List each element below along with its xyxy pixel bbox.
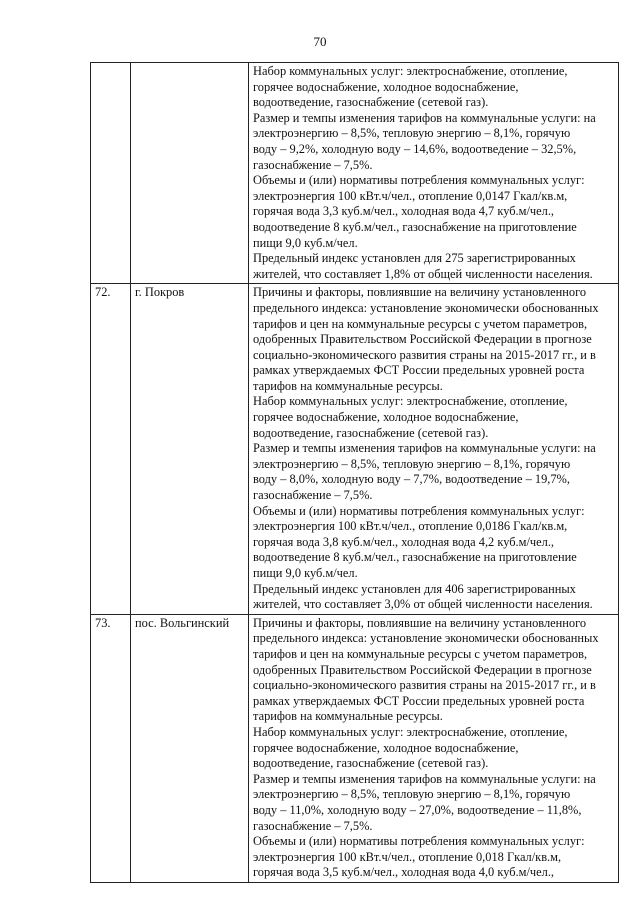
description-line: воду – 8,0%, холодную воду – 7,7%, водоотведение – 19,7%,: [253, 472, 570, 487]
description-line: Объемы и (или) нормативы потребления коммунальных услуг:: [253, 503, 585, 518]
description-line: электроэнергию – 8,5%, тепловую энергию – 8,1%, горячую: [253, 787, 571, 802]
description-line: Набор коммунальных услуг: электроснабжение, отопление,: [253, 724, 568, 739]
description-line: Объемы и (или) нормативы потребления коммунальных услуг:: [253, 834, 585, 849]
row-number: 73.: [91, 614, 131, 882]
description-line: социально-экономического развития страны на 2015-2017 гг., и в: [253, 347, 596, 362]
description-line: горячая вода 3,8 куб.м/чел., холодная вода 4,2 куб.м/чел.,: [253, 534, 555, 549]
description-line: горячее водоснабжение, холодное водоснабжение,: [253, 740, 519, 755]
description-line: Набор коммунальных услуг: электроснабжение, отопление,: [253, 394, 568, 409]
description-line: воду – 9,2%, холодную воду – 14,6%, водоотведение – 32,5%,: [253, 141, 577, 156]
description-line: электроэнергия 100 кВт.ч/чел., отопление 0,0147 Гкал/кв.м,: [253, 188, 568, 203]
description-cell: [249, 284, 619, 614]
description-line: рамках утверждаемых ФСТ России предельных уровней роста: [253, 363, 585, 378]
description-line: водоотведение 8 куб.м/чел., газоснабжение на приготовление: [253, 219, 577, 234]
description-line: горячая вода 3,3 куб.м/чел., холодная вода 4,7 куб.м/чел.,: [253, 204, 555, 219]
table-body: [91, 63, 619, 883]
row-number: 72.: [91, 284, 131, 614]
tariff-table: [90, 62, 619, 883]
description-line: рамках утверждаемых ФСТ России предельных уровней роста: [253, 693, 585, 708]
description-line: электроэнергию – 8,5%, тепловую энергию – 8,1%, горячую: [253, 456, 571, 471]
table-row: [91, 614, 619, 882]
description-line: газоснабжение – 7,5%.: [253, 157, 373, 172]
description-line: тарифов на коммунальные ресурсы.: [253, 709, 443, 724]
description-line: тарифов и цен на коммунальные ресурсы с учетом параметров,: [253, 316, 588, 331]
description-line: одобренных Правительством Российской Федерации в прогнозе: [253, 662, 592, 677]
description-line: одобренных Правительством Российской Федерации в прогнозе: [253, 332, 592, 347]
description-line: Предельный индекс установлен для 406 зарегистрированных: [253, 581, 576, 596]
description-line: Размер и темпы изменения тарифов на коммунальные услуги: на: [253, 110, 596, 125]
description-line: Размер и темпы изменения тарифов на коммунальные услуги: на: [253, 441, 596, 456]
description-line: водоотведение, газоснабжение (сетевой газ).: [253, 95, 489, 110]
description-line: электроэнергия 100 кВт.ч/чел., отопление 0,0186 Гкал/кв.м,: [253, 519, 568, 534]
description-line: Предельный индекс установлен для 275 зарегистрированных: [253, 251, 576, 266]
table-row: [91, 63, 619, 284]
description-line: воду – 11,0%, холодную воду – 27,0%, водоотведение – 11,8%,: [253, 802, 582, 817]
description-line: Набор коммунальных услуг: электроснабжение, отопление,: [253, 64, 568, 78]
description-line: Причины и факторы, повлиявшие на величину установленного: [253, 285, 587, 300]
description-line: электроэнергию – 8,5%, тепловую энергию – 8,1%, горячую: [253, 126, 571, 141]
description-line: водоотведение 8 куб.м/чел., газоснабжение на приготовление: [253, 550, 577, 565]
description-line: жителей, что составляет 1,8% от общей численности населения.: [253, 266, 593, 281]
description-line: Размер и темпы изменения тарифов на коммунальные услуги: на: [253, 771, 596, 786]
settlement-name: г. Покров: [131, 284, 249, 614]
description-cell: [249, 63, 619, 284]
description-line: горячее водоснабжение, холодное водоснабжение,: [253, 410, 519, 425]
description-line: пищи 9,0 куб.м/чел.: [253, 235, 358, 250]
table-row: [91, 284, 619, 614]
description-line: электроэнергия 100 кВт.ч/чел., отопление 0,018 Гкал/кв.м,: [253, 849, 562, 864]
description-line: предельного индекса: установление экономически обоснованных: [253, 300, 599, 315]
description-line: водоотведение, газоснабжение (сетевой газ).: [253, 425, 489, 440]
settlement-name: [131, 63, 249, 284]
page-number: 70: [313, 34, 327, 49]
description-line: горячая вода 3,5 куб.м/чел., холодная вода 4,0 куб.м/чел.,: [253, 865, 555, 880]
description-line: водоотведение, газоснабжение (сетевой газ).: [253, 756, 489, 771]
row-number: [91, 63, 131, 284]
description-line: тарифов и цен на коммунальные ресурсы с учетом параметров,: [253, 646, 588, 661]
description-line: горячее водоснабжение, холодное водоснабжение,: [253, 79, 519, 94]
description-line: предельного индекса: установление экономически обоснованных: [253, 631, 599, 646]
description-line: газоснабжение – 7,5%.: [253, 488, 373, 503]
description-line: тарифов на коммунальные ресурсы.: [253, 378, 443, 393]
description-line: жителей, что составляет 3,0% от общей численности населения.: [253, 597, 593, 612]
description-line: социально-экономического развития страны на 2015-2017 гг., и в: [253, 678, 596, 693]
description-line: газоснабжение – 7,5%.: [253, 818, 373, 833]
settlement-name: пос. Вольгинский: [131, 614, 249, 882]
description-cell: [249, 614, 619, 882]
description-line: пищи 9,0 куб.м/чел.: [253, 566, 358, 580]
description-line: Объемы и (или) нормативы потребления коммунальных услуг:: [253, 173, 585, 188]
description-line: Причины и факторы, повлиявшие на величину установленного: [253, 615, 587, 630]
